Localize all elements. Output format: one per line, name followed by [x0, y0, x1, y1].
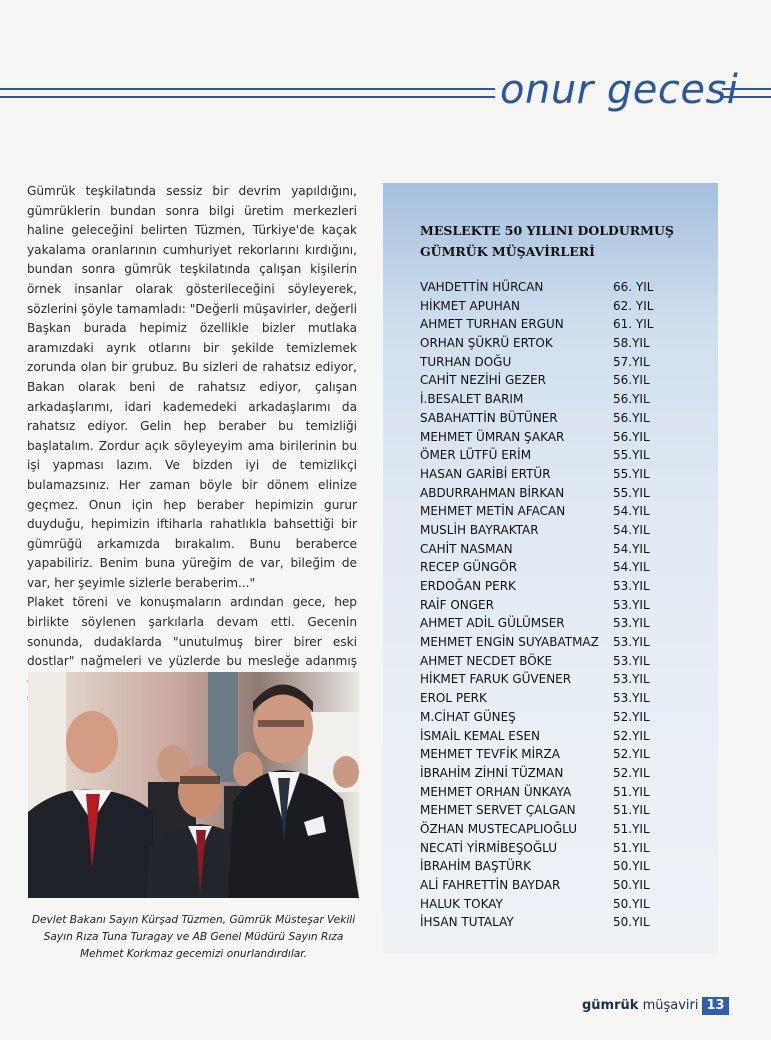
event-photo — [28, 672, 359, 898]
honoree-name: M.CİHAT GÜNEŞ — [420, 709, 516, 724]
honoree-name: ERDOĞAN PERK — [420, 579, 516, 593]
honoree-row — [420, 820, 660, 839]
honoree-row — [420, 446, 660, 465]
honoree-name: ALİ FAHRETTİN BAYDAR — [420, 878, 561, 892]
honoree-name: HİKMET APUHAN — [420, 298, 520, 313]
honoree-name: MEHMET ORHAN ÜNKAYA — [420, 784, 572, 799]
honoree-year: 52.YIL — [613, 747, 650, 762]
footer-brand-bold: gümrük — [582, 998, 639, 1013]
honoree-year: 56.YIL — [613, 392, 650, 407]
honoree-year: 58.YIL — [613, 336, 650, 351]
honoree-name: MEHMET SERVET ÇALGAN — [420, 803, 576, 818]
honoree-row — [420, 783, 660, 802]
honoree-name: HALUK TOKAY — [420, 896, 503, 911]
honoree-row — [420, 371, 660, 390]
page-number: 13 — [702, 997, 728, 1015]
honoree-name: MEHMET ENGİN SUYABATMAZ — [420, 635, 599, 650]
honoree-row — [420, 614, 660, 633]
honoree-year: 51.YIL — [613, 821, 650, 836]
honoree-row — [420, 521, 660, 540]
honoree-year: 52.YIL — [613, 765, 650, 780]
honoree-name: MEHMET ÜMRAN ŞAKAR — [420, 429, 565, 444]
honoree-row — [420, 764, 660, 783]
honoree-year: 53.YIL — [613, 653, 650, 668]
honoree-row — [420, 297, 660, 316]
honoree-name: AHMET TURHAN ERGUN — [420, 317, 564, 332]
panel-title-line-2: GÜMRÜK MÜŞAVİRLERİ — [420, 244, 595, 259]
honoree-row — [420, 876, 660, 895]
honoree-name: MUSLİH BAYRAKTAR — [420, 522, 539, 537]
footer-brand-light: müşaviri — [642, 998, 699, 1013]
honoree-row — [420, 895, 660, 914]
honoree-list — [420, 278, 660, 932]
honoree-row — [420, 278, 660, 297]
honoree-year: 55.YIL — [613, 448, 650, 463]
honoree-row — [420, 334, 660, 353]
honoree-row — [420, 315, 660, 334]
honoree-year: 53.YIL — [613, 597, 650, 612]
honoree-row — [420, 727, 660, 746]
honoree-year: 55.YIL — [613, 485, 650, 500]
honoree-year: 56.YIL — [613, 410, 650, 425]
honoree-year: 53.YIL — [613, 579, 650, 593]
honoree-year: 52.YIL — [613, 728, 650, 743]
honoree-year: 55.YIL — [613, 466, 650, 481]
honoree-name: İBRAHİM BAŞTÜRK — [420, 859, 531, 874]
section-title: onur gecesi — [500, 67, 739, 113]
photo-caption: Devlet Bakanı Sayın Kürşad Tüzmen, Gümrük Müsteşar Vekili Sayın Rıza Tuna Turagay ve AB Genel Müdürü Sayın Rıza Mehmet Korkmaz gecemizi onurlandırdılar. — [31, 914, 356, 960]
honoree-name: MEHMET METİN AFACAN — [420, 504, 566, 519]
honoree-row — [420, 670, 660, 689]
honoree-row — [420, 409, 660, 428]
header-rule-left — [0, 88, 495, 98]
honoree-row — [420, 857, 660, 876]
honoree-name: CAHİT NASMAN — [420, 541, 513, 556]
honoree-row — [420, 502, 660, 521]
honoree-row — [420, 390, 660, 409]
honoree-row — [420, 465, 660, 484]
honoree-name: AHMET NECDET BÖKE — [420, 653, 553, 668]
honoree-name: RECEP GÜNGÖR — [420, 560, 518, 575]
honoree-row — [420, 596, 660, 615]
honoree-year: 53.YIL — [613, 616, 650, 631]
honoree-year: 51.YIL — [613, 803, 650, 818]
honoree-row — [420, 839, 660, 858]
honoree-row — [420, 428, 660, 447]
honoree-row — [420, 689, 660, 708]
honoree-year: 57.YIL — [613, 354, 650, 369]
honoree-name: TURHAN DOĞU — [420, 354, 512, 369]
honoree-year: 50.YIL — [613, 896, 650, 911]
article-paragraph-2-text: Plaket töreni ve konuşmaların ardından gece, hep birlikte söylenen şarkılarla devam etti. Gecenin sonunda, dudaklarda "unutulmuş birer birer eski dostlar" nağmeleri ve yüzlerde bu mesleğe adanmış — [27, 595, 357, 669]
honoree-year: 51.YIL — [613, 784, 650, 799]
honoree-row — [420, 558, 660, 577]
honoree-year: 56.YIL — [613, 373, 650, 388]
honoree-name: RAİF ONGER — [420, 597, 494, 612]
honoree-name: HİKMET FARUK GÜVENER — [420, 672, 572, 687]
honoree-year: 50.YIL — [613, 878, 650, 892]
honoree-name: NECATİ YİRMİBEŞOĞLU — [420, 840, 558, 855]
page-footer — [582, 997, 729, 1021]
honoree-year: 56.YIL — [613, 429, 650, 444]
honoree-year: 53.YIL — [613, 635, 650, 650]
honoree-name: AHMET ADİL GÜLÜMSER — [420, 616, 565, 631]
honoree-year: 50.YIL — [613, 859, 650, 874]
honoree-row — [420, 484, 660, 503]
honoree-name: CAHİT NEZİHİ GEZER — [420, 373, 547, 388]
honoree-year: 52.YIL — [613, 709, 650, 724]
honoree-year: 54.YIL — [613, 541, 650, 556]
header-rule-right — [722, 88, 771, 98]
honoree-row — [420, 745, 660, 764]
honoree-row — [420, 577, 660, 596]
honoree-name: VAHDETTİN HÜRCAN — [420, 280, 544, 294]
honoree-row — [420, 540, 660, 559]
honoree-year: 51.YIL — [613, 840, 650, 855]
honoree-row — [420, 708, 660, 727]
honoree-year: 53.YIL — [613, 672, 650, 687]
honoree-name: EROL PERK — [420, 691, 487, 706]
honoree-name: İ.BESALET BARIM — [420, 392, 524, 407]
event-photo-illustration — [28, 672, 359, 898]
honoree-name: İBRAHİM ZİHNİ TÜZMAN — [420, 765, 564, 780]
honoree-year: 66. YIL — [613, 280, 654, 294]
honoree-year: 54.YIL — [613, 522, 650, 537]
honoree-row — [420, 353, 660, 372]
panel-title-line-1: MESLEKTE 50 YILINI DOLDURMUŞ — [420, 223, 674, 238]
honoree-row — [420, 801, 660, 820]
honoree-row — [420, 652, 660, 671]
article-body — [27, 182, 357, 711]
article-paragraph-1: Gümrük teşkilatında sessiz bir devrim yapıldığını, gümrüklerin bundan sonra bilgi üretim merkezleri haline geleceğini belirten Tüzmen, Türkiye'de kaçak yakalama oranlarının cumhuriyet rekorlarını kırdığını, bundan sonra gümrük teşkilatında çalışan kişilerin örnek insanlar olarak gösterileceğini söyleyerek, sözlerini şöyle tamamladı: "Değerli müşavirler, değerli Başkan burada hepimiz özellikle bizler mutlaka aramızdaki ayrık otlarını bir şekilde temizlemek zorunda olan bir grubuz. Bu sizleri de rahatsız ediyor, Bakan olarak beni de rahatsız ediyor, çalışan arkadaşlarımı, idari kademedeki arkadaşlarımı da rahatsız ediyor. Gelin hep beraber bu temizliği başlatalım. Zordur açık söyleyeyim ama birilerinin bu işi yapması lazım. Ve bizden iyi de temizlikçi bulamazsınız. Her zaman böyle bir dönem elinize geçmez. Onun için hep beraber hepimizin gurur duyduğu, hepimizin iftiharla rahatlıkla bahsettiği bir gümrüğü arkamızda bırakalım. Bunu beraberce yapabiliriz. Benim buna yüreğim de var, bileğim de var, her şeyimle sizlerle beraberim..." — [27, 184, 357, 590]
honoree-year: 53.YIL — [613, 691, 650, 706]
honoree-name: ORHAN ŞÜKRÜ ERTOK — [420, 336, 553, 351]
honoree-name: İSMAİL KEMAL ESEN — [420, 728, 541, 743]
honoree-year: 54.YIL — [613, 560, 650, 575]
honoree-name: HASAN GARİBİ ERTÜR — [420, 466, 551, 481]
honoree-year: 54.YIL — [613, 504, 650, 519]
honoree-name: MEHMET TEVFİK MİRZA — [420, 747, 560, 762]
honoree-name: SABAHATTİN BÜTÜNER — [420, 410, 558, 425]
panel-title — [420, 220, 700, 262]
honoree-year: 50.YIL — [613, 915, 650, 930]
honoree-row — [420, 913, 660, 932]
honoree-year: 62. YIL — [613, 298, 654, 313]
honoree-name: ÖMER LÜTFÜ ERİM — [420, 448, 532, 463]
honoree-name: ÖZHAN MUSTECAPLIOĞLU — [420, 821, 578, 836]
honoree-name: ABDURRAHMAN BİRKAN — [420, 485, 565, 500]
honoree-name: İHSAN TUTALAY — [420, 915, 514, 930]
honoree-year: 61. YIL — [613, 317, 654, 332]
honoree-row — [420, 633, 660, 652]
